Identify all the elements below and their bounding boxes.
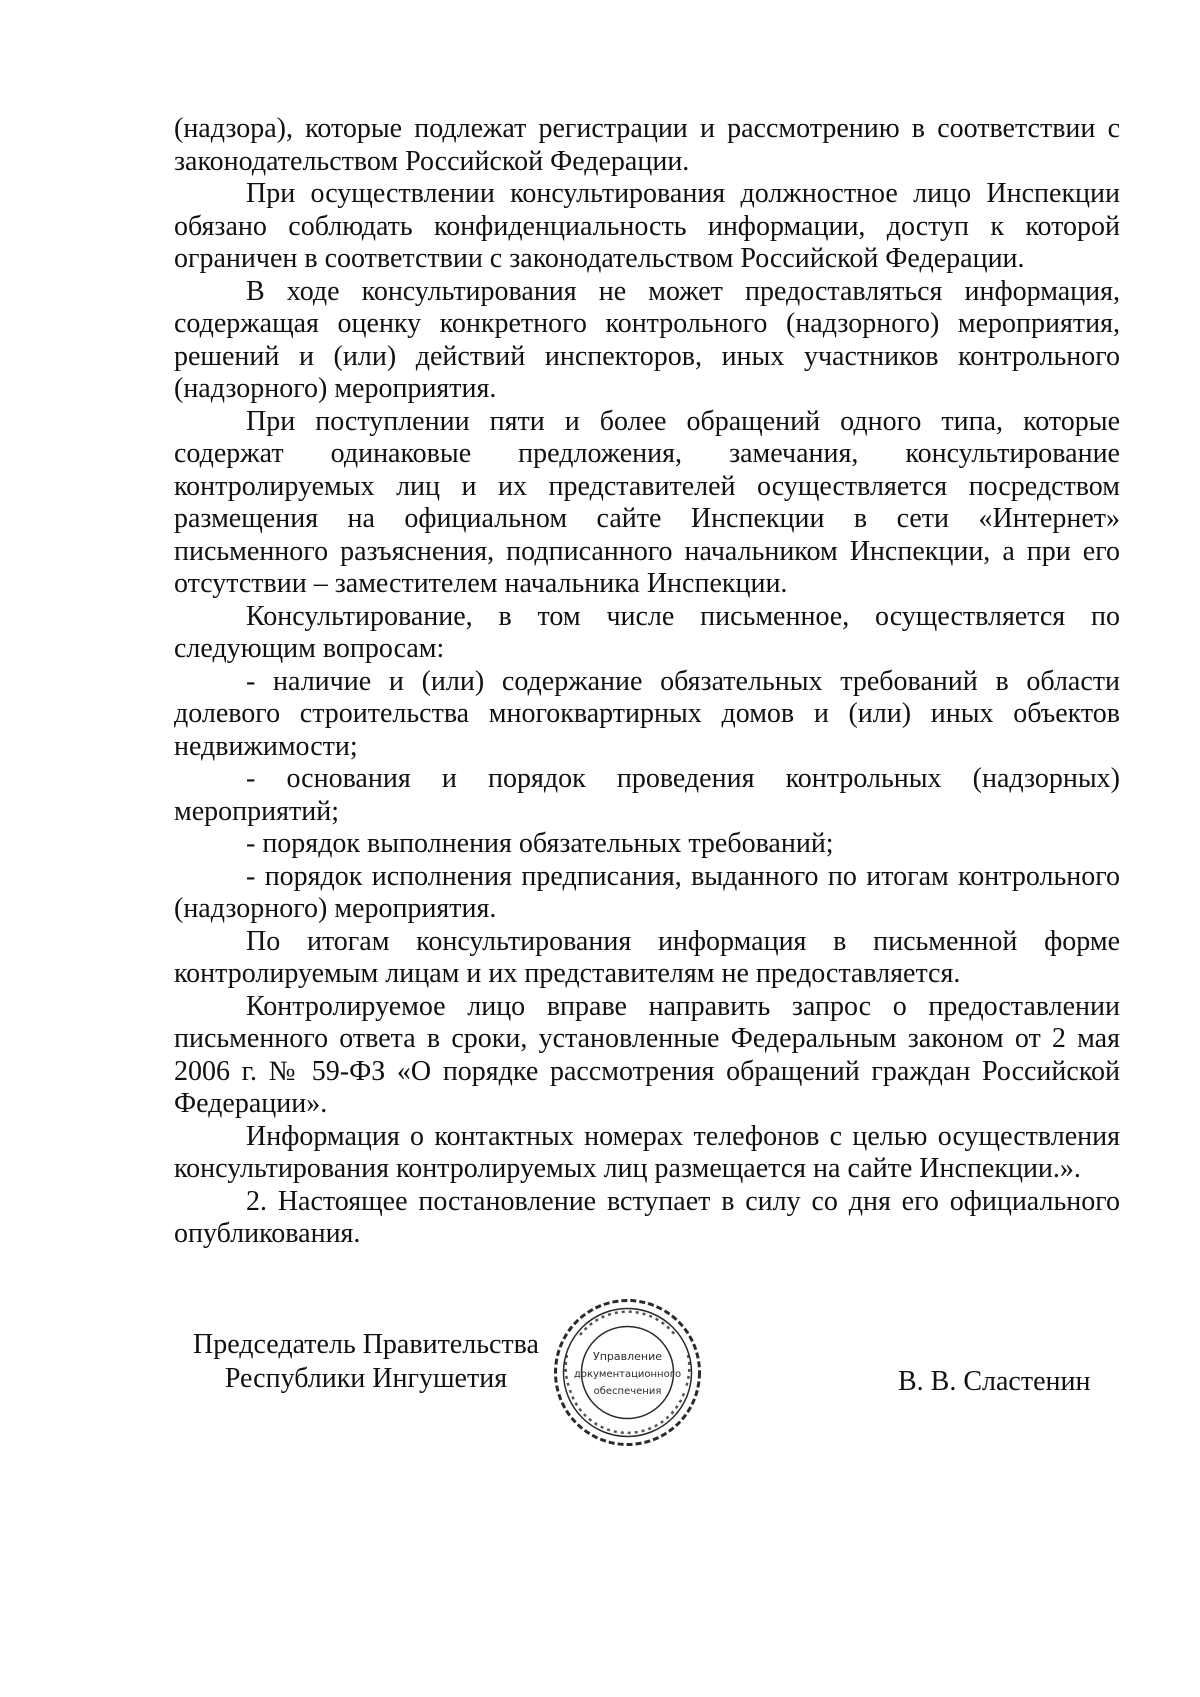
signatory-name: В. В. Сластенин — [898, 1366, 1091, 1397]
stamp-text-line: документационного — [573, 1369, 682, 1380]
signatory-title-line: Председатель Правительства — [193, 1329, 539, 1360]
paragraph: Контролируемое лицо вправе направить запрос о предоставлении письменного ответа в сроки, установленные Федеральным законом от 2 мая 2006 г. № 59-ФЗ «О порядке рассмотрения обращений граждан Российской Федерации». — [174, 990, 1120, 1119]
list-item: - порядок выполнения обязательных требований; — [246, 828, 834, 859]
signatory-title — [193, 1328, 539, 1396]
stamp-text-line: Управление — [592, 1350, 663, 1363]
list-item: - наличие и (или) содержание обязательных требований в области долевого строительства многоквартирных домов и (или) иных объектов недвижимости; — [174, 665, 1120, 762]
signatory-title-line: Республики Ингушетия — [224, 1363, 508, 1394]
paragraph: По итогам консультирования информация в письменной форме контролируемым лицам и их представителям не предоставляется. — [174, 925, 1120, 989]
list-item: - порядок исполнения предписания, выданного по итогам контрольного (надзорного) мероприятия. — [174, 860, 1120, 924]
paragraph: В ходе консультирования не может предоставляться информация, содержащая оценку конкретного контрольного (надзорного) мероприятия, решений и (или) действий инспекторов, иных участников контрольного (надзорного) мероприятия. — [174, 275, 1120, 404]
official-stamp — [550, 1295, 705, 1450]
paragraph: При поступлении пяти и более обращений одного типа, которые содержат одинаковые предложения, замечания, консультирование контролируемых лиц и их представителей осуществляется посредством размещения на официальном сайте Инспекции в сети «Интернет» письменного разъяснения, подписанного начальником Инспекции, а при его отсутствии – заместителем начальника Инспекции. — [174, 405, 1120, 599]
paragraph: Консультирование, в том числе письменное, осуществляется по следующим вопросам: — [174, 600, 1120, 664]
list-item: - основания и порядок проведения контрольных (надзорных) мероприятий; — [174, 763, 1120, 827]
paragraph: Информация о контактных номерах телефонов с целью осуществления консультирования контролируемых лиц размещается на сайте Инспекции.». — [174, 1120, 1120, 1184]
paragraph: 2. Настоящее постановление вступает в силу со дня его официального опубликования. — [174, 1185, 1120, 1249]
paragraph: (надзора), которые подлежат регистрации и рассмотрению в соответствии с законодательством Российской Федерации. — [174, 113, 1120, 177]
stamp-text-line: обеспечения — [593, 1386, 662, 1397]
document-body — [174, 113, 1120, 1251]
paragraph: При осуществлении консультирования должностное лицо Инспекции обязано соблюдать конфиденциальность информации, доступ к которой ограничен в соответствии с законодательством Российской Федерации. — [174, 178, 1120, 274]
